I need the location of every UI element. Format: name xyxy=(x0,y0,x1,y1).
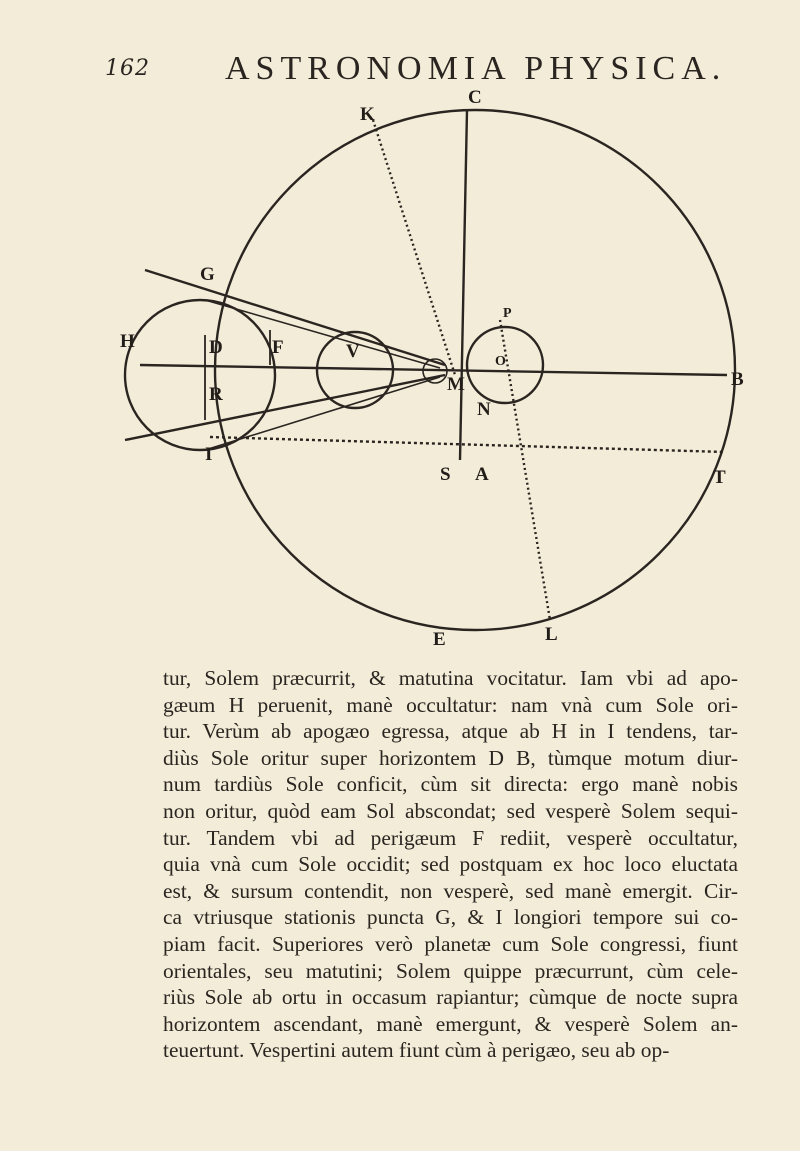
line-c-s xyxy=(460,110,467,460)
label-a: A xyxy=(475,464,489,485)
label-d: D xyxy=(209,337,223,358)
text-line-6: non oritur, quòd eam Sol abscondat; sed vesperè Solem sequi- xyxy=(163,798,738,823)
page-header xyxy=(105,50,745,90)
text-line-3: tur. Verùm ab apogæo egressa, atque ab H in I tendens, tar- xyxy=(163,719,738,744)
text-line-11: piam facit. Superiores verò planetæ cum Sole congressi, fiunt xyxy=(163,931,738,956)
line-from-g xyxy=(145,270,445,365)
text-line-13: riùs Sole ab ortu in occasum rapiantur; cùmque de nocte supra xyxy=(163,985,738,1010)
line-from-i xyxy=(125,375,445,440)
text-line-15: teuertunt. Vespertini autem fiunt cùm à perigæo, seu ab op- xyxy=(163,1038,670,1063)
astronomy-diagram xyxy=(105,85,755,655)
text-line-4: diùs Sole oritur super horizontem D B, tùmque motum diur- xyxy=(163,745,738,770)
label-l: L xyxy=(545,624,558,645)
label-v: V xyxy=(346,341,360,362)
text-line-9: est, & sursum contendit, non vesperè, sed manè emergit. Cir- xyxy=(163,878,738,903)
label-o: O xyxy=(495,354,506,369)
label-s: S xyxy=(440,464,451,485)
text-line-8: quia vnà cum Sole occidit; sed postquam ex hoc loco eluctata xyxy=(163,852,738,877)
label-t: T xyxy=(713,467,726,488)
label-k: K xyxy=(360,104,375,125)
label-b: B xyxy=(731,369,744,390)
tangent-upper xyxy=(205,300,440,368)
label-g: G xyxy=(200,264,215,285)
label-i: I xyxy=(205,444,213,465)
epicycle-left xyxy=(125,300,275,450)
running-title: ASTRONOMIA PHYSICA. xyxy=(225,50,727,87)
line-k-m xyxy=(373,120,455,375)
body-text xyxy=(163,665,738,1064)
text-line-12: orientales, seu matutini; Solem quippe præcurrunt, cùm cele- xyxy=(163,958,738,983)
label-f: F xyxy=(272,337,284,358)
text-line-2: gæum H peruenit, manè occultatur: nam vnà cum Sole ori- xyxy=(163,692,738,717)
label-r: R xyxy=(209,384,223,405)
text-line-5: num tardiùs Sole conficit, cùm sit directa: ergo manè nobis xyxy=(163,772,738,797)
label-h: H xyxy=(120,331,135,352)
dotted-line-s-t xyxy=(210,437,725,452)
label-c: C xyxy=(468,87,482,108)
diagram-svg xyxy=(105,85,755,655)
text-line-1: tur, Solem præcurrit, & matutina vocitatur. Iam vbi ad apo- xyxy=(163,666,738,690)
text-line-10: ca vtriusque stationis puncta G, & I longiori tempore sui co- xyxy=(163,905,738,930)
label-n: N xyxy=(477,399,491,420)
label-e: E xyxy=(433,629,446,650)
label-m: M xyxy=(447,374,465,395)
text-line-14: horizontem ascendant, manè emergunt, & vesperè Solem an- xyxy=(163,1011,738,1036)
page-number: 162 xyxy=(105,56,150,81)
text-line-7: tur. Tandem vbi ad perigæum F rediit, vesperè occultatur, xyxy=(163,825,738,850)
label-p: P xyxy=(503,306,512,321)
